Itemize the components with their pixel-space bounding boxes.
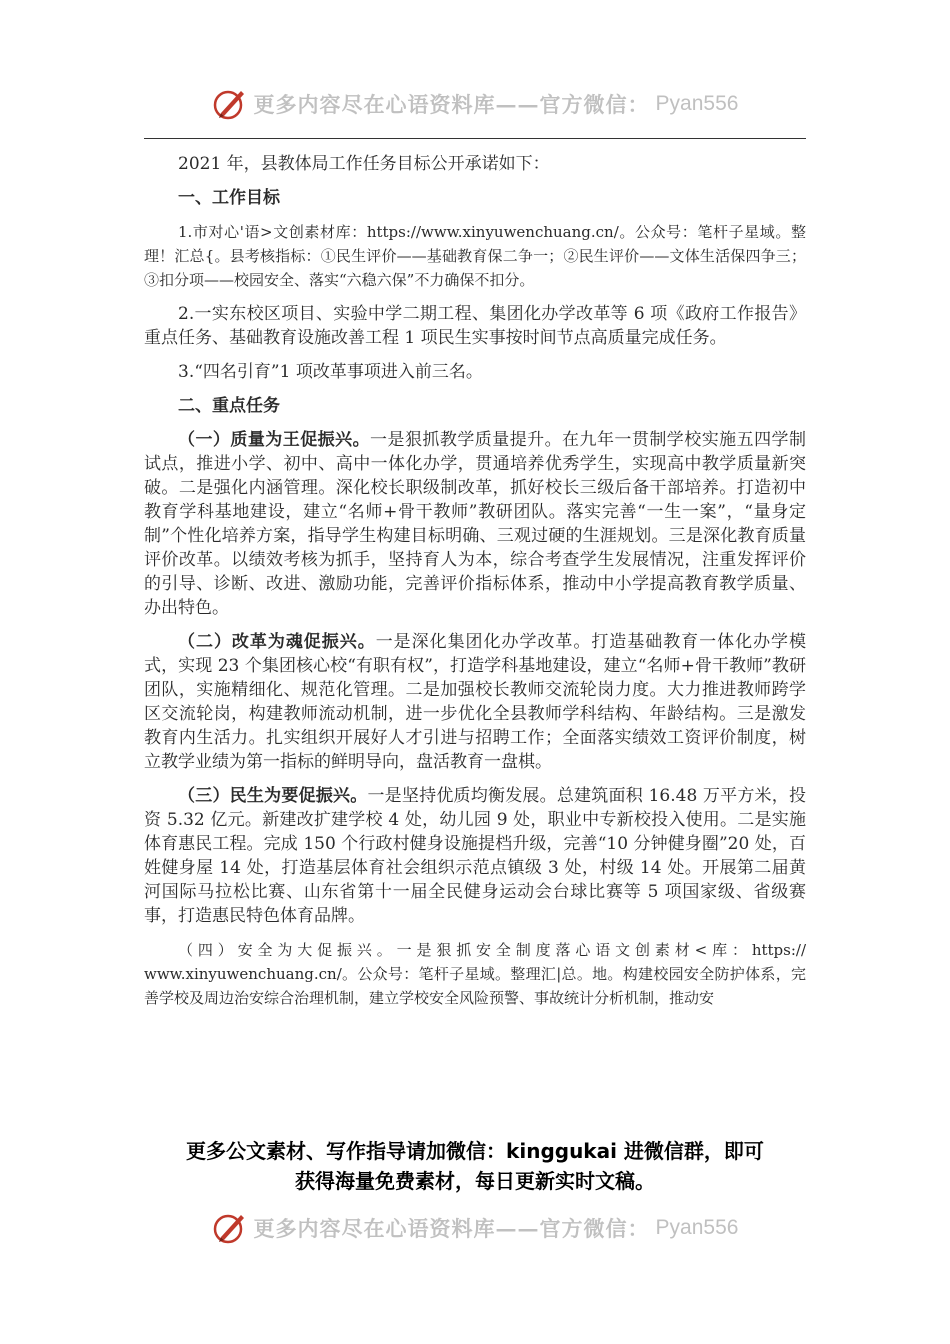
section-heading-tasks: 二、重点任务 xyxy=(178,396,280,416)
banner-wechat-id: Pyan556 xyxy=(655,1216,739,1239)
bottom-banner xyxy=(0,1208,950,1248)
task-paragraph-4: （四）安全为大促振兴。一是狠抓安全制度落心语文创素材<库：https:// www.xinyuwenchuang.cn/。公众号：笔杆子星域。整理汇|总。地。构建校园安全防护体系，完善学校及周边治安综合治理机制，建立学校安全风险预警、事故统计分析机制，推动安 xyxy=(144,941,806,1007)
promo-line-2: 获得海量免费素材，每日更新实时文稿。 xyxy=(295,1169,655,1193)
intro-paragraph: 2021 年，县教体局工作任务目标公开承诺如下： xyxy=(178,154,550,174)
task-paragraph-2 xyxy=(144,630,806,774)
banner-text: 更多内容尽在心语资料库——官方微信： xyxy=(253,92,650,117)
pen-in-circle-icon xyxy=(212,1210,248,1246)
task-paragraph-1 xyxy=(144,428,806,620)
goal-item-2: 2.一实东校区项目、实验中学二期工程、集团化办学改革等 6 项《政府工作报告》重点任务、基础教育设施改善工程 1 项民生实事按时间节点高质量完成任务。 xyxy=(144,304,806,348)
task-text-1: 一是狠抓教学质量提升。在九年一贯制学校实施五四学制试点，推进小学、初中、高中一体化办学，贯通培养优秀学生，实现高中教学质量新突破。二是强化内涵管理。深化校长职级制改革，抓好校长三级后备干部培养。打造初中教育学科基地建设，建立“名师+骨干教师”教研团队。落实完善“一生一案”，“量身定制”个性化培养方案，指导学生构建目标明确、三观过硬的生涯规划。三是深化教育质量评价改革。以绩效考核为抓手，坚持育人为本，综合考查学生发展情况，注重发挥评价的引导、诊断、改进、激励功能，完善评价指标体系，推动中小学提高教育教学质量、办出特色。 xyxy=(144,430,807,618)
task-text-2: 一是深化集团化办学改革。打造基础教育一体化办学模式，实现 23 个集团核心校“有职有权”，打造学科基地建设，建立“名师+骨干教师”教研团队，实施精细化、规范化管理。二是加强校长教师交流轮岗力度。大力推进教师跨学区交流轮岗，构建教师流动机制，进一步优化全县教师学科结构、年龄结构。三是激发教育内生活力。扎实组织开展好人才引进与招聘工作；全面落实绩效工资评价制度，树立教学业绩为第一指标的鲜明导向，盘活教育一盘棋。 xyxy=(144,632,807,772)
task-title-3: （三）民生为要促振兴。 xyxy=(178,786,368,806)
section-heading-goals: 一、工作目标 xyxy=(178,188,280,208)
banner-wechat-id: Pyan556 xyxy=(655,92,739,115)
pen-in-circle-icon xyxy=(212,86,248,122)
task-text-3: 一是坚持优质均衡发展。总建筑面积 16.48 万平方米，投资 5.32 亿元。新建改扩建学校 4 处，幼儿园 9 处，职业中专新校投入使用。二是实施体育惠民工程。完成 150 个行政村健身设施提档升级，完善“10 分钟健身圈”20 处，百姓健身屋 14 处，打造基层体育社会组织示范点镇级 3 处，村级 14 处。开展第二届黄河国际马拉松比赛、山东省第十一届全民健身运动会台球比赛等 5 项国家级、省级赛事，打造惠民特色体育品牌。 xyxy=(144,786,806,926)
document-body xyxy=(144,152,806,1010)
goal-item-1: 1.市对心'语>文创素材库：https://www.xinyuwenchuang.cn/。公众号：笔杆子星域。整理！汇总{。县考核指标：①民生评价——基础教育保二争一；②民生评价——文体生活保四争三；③扣分项——校园安全、落实“六稳六保”不力确保不扣分。 xyxy=(144,223,806,289)
task-title-2: （二）改革为魂促振兴。 xyxy=(178,632,376,652)
task-title-1: （一）质量为王促振兴。 xyxy=(178,430,371,450)
header-divider xyxy=(144,138,806,139)
promo-notice xyxy=(120,1136,830,1196)
banner-text: 更多内容尽在心语资料库——官方微信： xyxy=(253,1216,650,1241)
promo-line-1: 更多公文素材、写作指导请加微信：kinggukai 进微信群，即可 xyxy=(186,1139,764,1163)
task-paragraph-3 xyxy=(144,784,806,928)
top-banner xyxy=(0,84,950,124)
goal-item-3: 3.“四名引育”1 项改革事项进入前三名。 xyxy=(178,362,483,382)
